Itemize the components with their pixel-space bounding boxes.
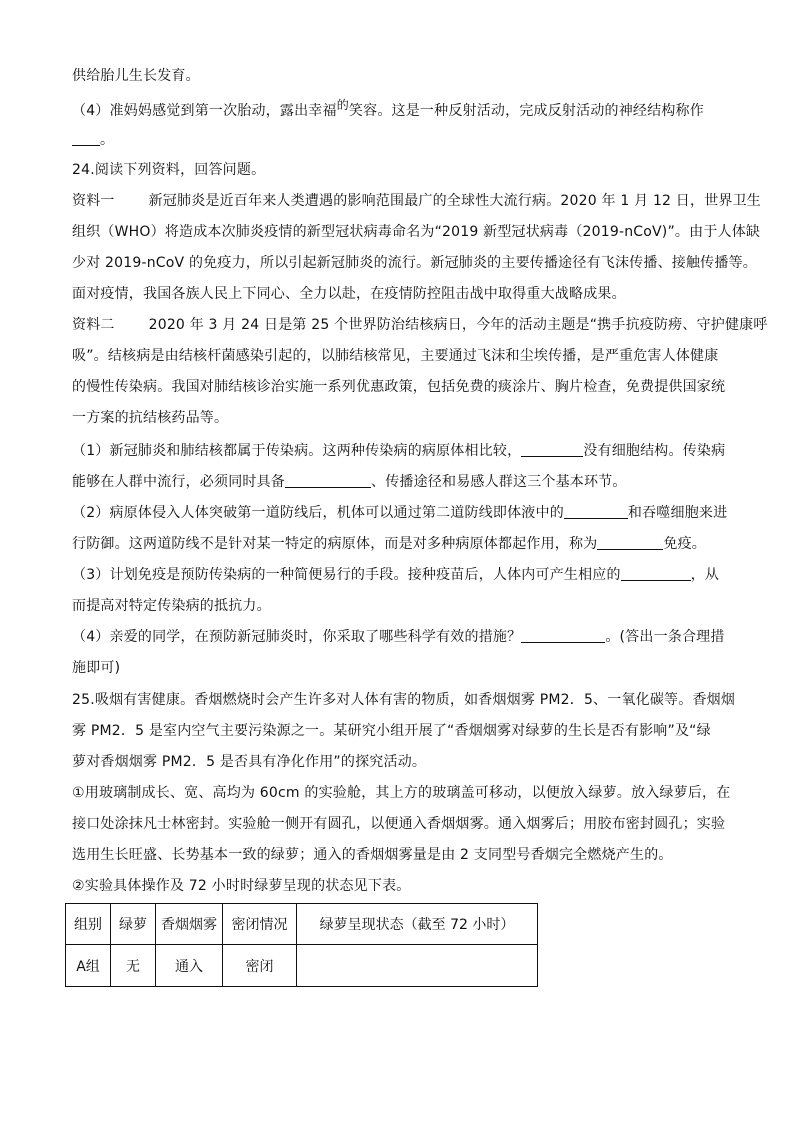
question-24-1 xyxy=(72,441,725,461)
table-cell xyxy=(297,945,538,987)
text-line xyxy=(72,472,627,492)
step-one-line: ①用玻璃制成长、宽、高均为 60cm 的实验舱，其上方的玻璃盖可移动，以便放入绿萝。放入绿萝后，在 xyxy=(72,785,731,801)
text-line: 组织（WHO）将造成本次肺炎疫情的新型冠状病毒命名为“2019 新型冠状病毒（2019-nCoV)”。由于人体缺 xyxy=(72,224,761,240)
text-line: 施即可) xyxy=(72,660,121,676)
table-header-cell: 绿萝 xyxy=(111,904,156,945)
answer-blank[interactable] xyxy=(285,473,371,488)
table-header-cell: 绿萝呈现状态（截至 72 小时） xyxy=(297,904,538,945)
table-header-cell: 密闭情况 xyxy=(223,904,297,945)
question-24-title: 24.阅读下列资料，回答问题。 xyxy=(72,162,266,178)
table-cell: 通入 xyxy=(156,945,223,987)
text-segment: 笑容。这是一种反射活动，完成反射活动的神经结构称作 xyxy=(348,103,704,119)
text-line xyxy=(72,534,706,554)
question-24-3 xyxy=(72,565,719,585)
text-segment: 、传播途径和易感人群这三个基本环节。 xyxy=(371,474,627,490)
text-segment: （1）新冠肺炎和肺结核都属于传染病。这两种传染病的病原体相比较， xyxy=(72,443,522,459)
text-line: 选用生长旺盛、长势基本一致的绿萝；通入的香烟烟雾量是由 2 支同型号香烟完全燃烧产生的。 xyxy=(72,847,673,863)
answer-blank[interactable] xyxy=(521,442,583,457)
text-segment: 没有细胞结构。传染病 xyxy=(583,443,726,459)
text-line: 萝对香烟烟雾 PM2．5 是否具有净化作用”的探究活动。 xyxy=(72,754,427,770)
text-line: 供给胎儿生长发育。 xyxy=(72,68,200,84)
answer-blank[interactable] xyxy=(521,628,605,643)
material-two-line xyxy=(72,315,768,335)
text-line: 少对 2019-nCoV 的免疫力，所以引起新冠肺炎的流行。新冠肺炎的主要传播途径有飞沫传播、接触传播等。 xyxy=(72,255,757,271)
answer-blank[interactable] xyxy=(597,535,663,550)
text-segment: ，从 xyxy=(690,567,720,583)
table-header-cell: 香烟烟雾 xyxy=(156,904,223,945)
text-segment: 。(答出一条合理措 xyxy=(605,629,725,645)
text-line: 的慢性传染病。我国对肺结核诊治实施一系列优惠政策，包括免费的痰涂片、胸片检查，免费提供国家统 xyxy=(72,379,726,395)
text-line: 接口处涂抹凡士林密封。实验舱一侧开有圆孔，以便通入香烟烟雾。通入烟雾后；用胶布密封圆孔；实验 xyxy=(72,816,726,832)
material-label: 资料一 xyxy=(72,193,115,209)
table-header-row xyxy=(66,904,538,945)
superscript-char: 的 xyxy=(336,98,349,112)
question-25-title: 25.吸烟有害健康。香烟燃烧时会产生许多对人体有害的物质，如香烟烟雾 PM2．5、一氧化碳等。香烟烟 xyxy=(72,692,736,708)
question-23-4 xyxy=(72,98,704,121)
table-cell: 无 xyxy=(111,945,156,987)
question-24-2 xyxy=(72,503,727,523)
text-segment: 新冠肺炎是近百年来人类遭遇的影响范围最广的全球性大流行病。2020 年 1 月 12 日，世界卫生 xyxy=(148,193,762,209)
text-segment: （2）病原体侵入人体突破第一道防线后，机体可以通过第二道防线即体液中的 xyxy=(72,505,564,521)
material-one-line xyxy=(72,191,761,211)
text-segment: 免疫。 xyxy=(663,536,707,552)
table-cell: A组 xyxy=(66,945,111,987)
step-two-line: ②实验具体操作及 72 小时时绿萝呈现的状态见下表。 xyxy=(72,878,411,894)
text-line: 而提高对特定传染病的抵抗力。 xyxy=(72,598,271,614)
experiment-table xyxy=(65,903,538,987)
text-segment: （4）亲爱的同学，在预防新冠肺炎时，你采取了哪些科学有效的措施？ xyxy=(72,629,522,645)
answer-blank[interactable] xyxy=(72,131,100,146)
answer-line xyxy=(72,130,114,150)
text-segment: 行防御。这两道防线不是针对某一特定的病原体，而是对多种病原体都起作用，称为 xyxy=(72,536,598,552)
text-line: 吸”。结核病是由结核杆菌感染引起的，以肺结核常见，主要通过飞沫和尘埃传播，是严重危害人体健康 xyxy=(72,348,719,364)
text-segment: （4）准妈妈感觉到第一次胎动，露出幸福 xyxy=(72,103,337,119)
text-segment: 能够在人群中流行，必须同时具备 xyxy=(72,474,285,490)
text-segment: 2020 年 3 月 24 日是第 25 个世界防治结核病日，今年的活动主题是“携手抗疫防痨、守护健康呼 xyxy=(148,317,768,333)
answer-blank[interactable] xyxy=(564,504,628,519)
text-line: 面对疫情，我国各族人民上下同心、全力以赴，在疫情防控阻击战中取得重大战略成果。 xyxy=(72,286,626,302)
text-segment: （3）计划免疫是预防传染病的一种简便易行的手段。接种疫苗后，人体内可产生相应的 xyxy=(72,567,621,583)
table-cell: 密闭 xyxy=(223,945,297,987)
text-segment: 。 xyxy=(100,132,115,148)
answer-blank[interactable] xyxy=(621,566,691,581)
text-segment: 和吞噬细胞来进 xyxy=(627,505,728,521)
material-label: 资料二 xyxy=(72,317,115,333)
table-row xyxy=(66,945,538,987)
text-line: 一方案的抗结核药品等。 xyxy=(72,410,229,426)
question-24-4 xyxy=(72,627,725,647)
text-line: 雾 PM2．5 是室内空气主要污染源之一。某研究小组开展了“香烟烟雾对绿萝的生长是否有影响”及“绿 xyxy=(72,723,711,739)
table-header-cell: 组别 xyxy=(66,904,111,945)
